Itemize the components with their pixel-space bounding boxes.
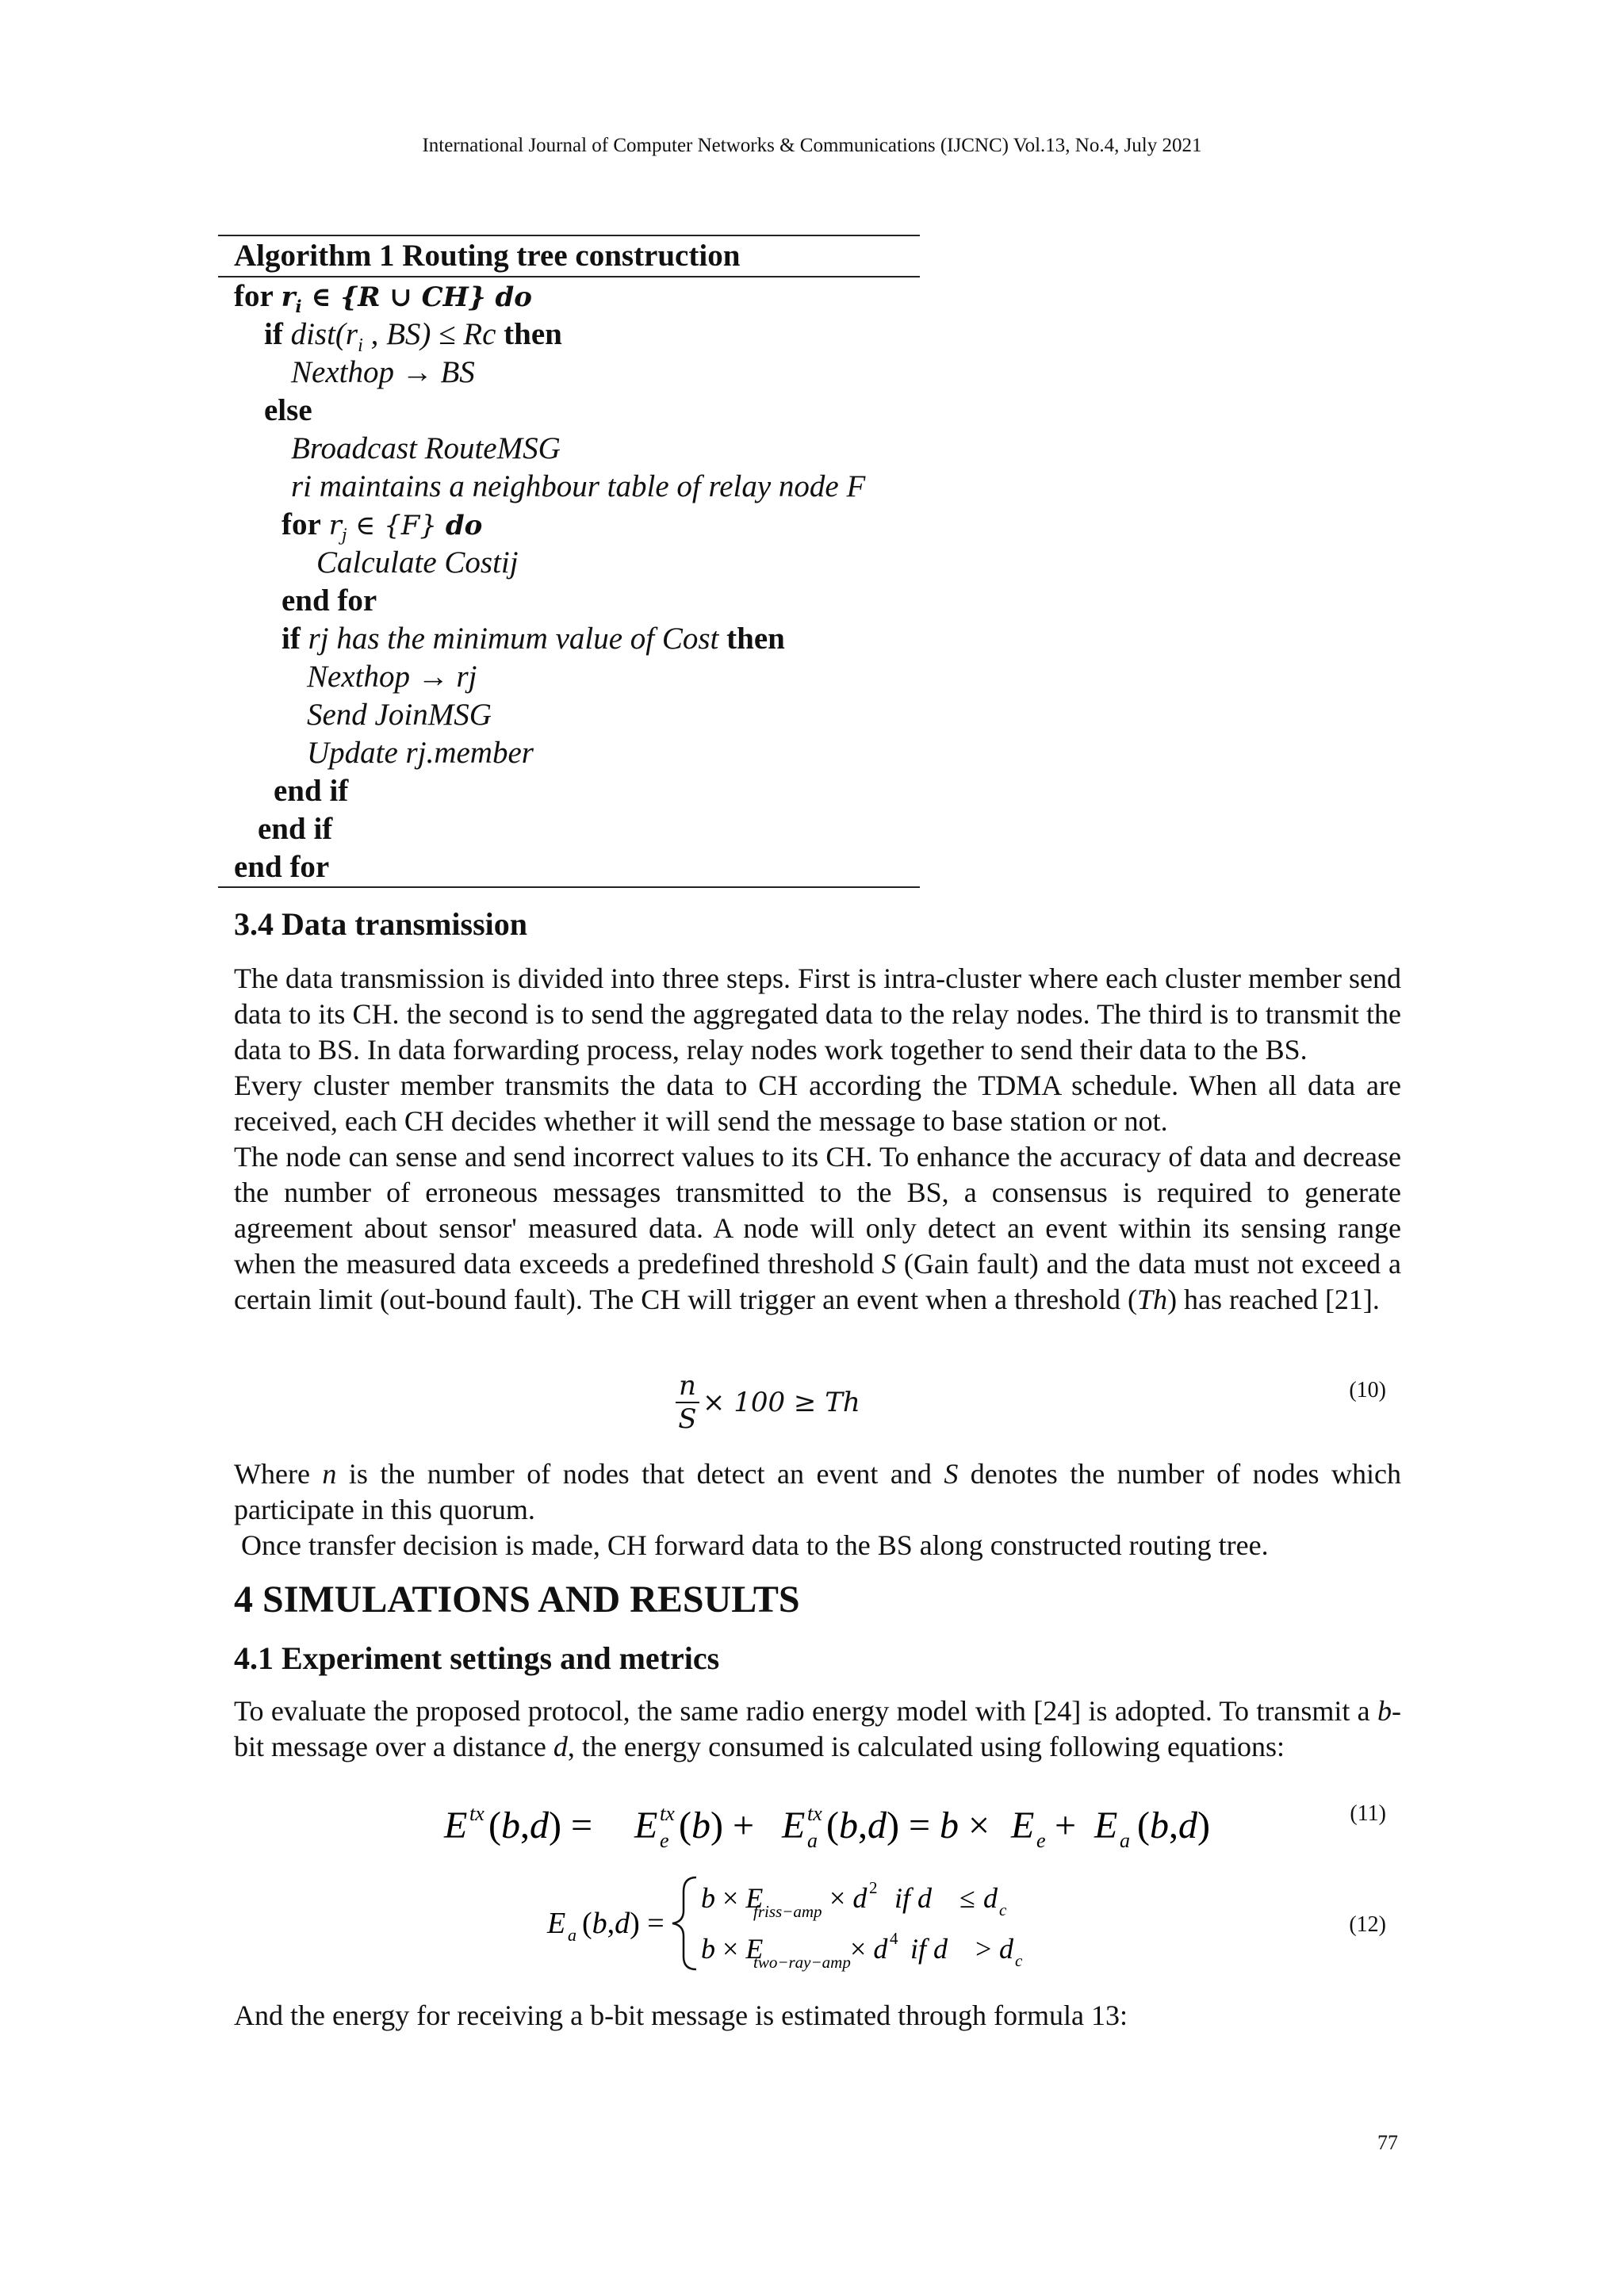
alg-line-11: Nexthop → rj <box>307 660 477 694</box>
section-heading-4: 4 SIMULATIONS AND RESULTS <box>234 1578 800 1621</box>
svg-text:>: > <box>975 1933 992 1965</box>
svg-text:(b) +: (b) + <box>679 1804 755 1846</box>
paragraph: Where n is the number of nodes that detect an event and S denotes the number of nodes which participate in this quorum. <box>234 1458 1402 1525</box>
alg-line-4: else <box>264 393 312 427</box>
alg-line-10: if rj has the minimum value of Cost then <box>282 622 785 656</box>
paragraph: The node can sense and send incorrect values to its CH. To enhance the accuracy of data and decrease the number of erroneous messages transmitted to the BS, a consensus is required to generate agreement about sensor' measured data. A node will only detect an event within its sensing range when the measured data exceeds a predefined threshold S (Gain fault) and the data must not exceed a certain limit (out-bound fault). The CH will trigger an event when a threshold (Th) has reached [21]. <box>234 1141 1401 1315</box>
paragraph: Once transfer decision is made, CH forward data to the BS along constructed routing tree. <box>234 1529 1269 1561</box>
svg-text:E: E <box>634 1804 658 1846</box>
equation-number: (10) <box>1349 1378 1386 1402</box>
alg-line-8: Calculate Costij <box>316 545 519 580</box>
svg-text:tx: tx <box>660 1802 675 1825</box>
alg-line-2: if $dist(r_i$ , BS) ≤ Rc then <box>264 317 562 356</box>
svg-text:if d: if d <box>894 1882 933 1914</box>
svg-text:× d: × d <box>850 1933 888 1965</box>
section-4-1-body-2 <box>234 1998 1401 2034</box>
svg-text:d: d <box>983 1882 998 1914</box>
running-header: International Journal of Computer Networks & Communications (IJCNC) Vol.13, No.4, July 2021 <box>422 135 1202 156</box>
svg-text:4: 4 <box>890 1929 898 1948</box>
algorithm-box <box>218 235 920 888</box>
fraction: $\frac{n}{S}$ <box>676 1370 699 1435</box>
svg-text:× d: × d <box>829 1882 868 1914</box>
svg-text:(b,d) =: (b,d) = <box>582 1907 665 1940</box>
svg-text:e: e <box>1036 1829 1046 1852</box>
svg-text:(b,d): (b,d) <box>1137 1804 1210 1846</box>
paragraph: And the energy for receiving a b-bit message is estimated through formula 13: <box>234 1999 1128 2031</box>
alg-line-7: for $r_j$ ∈ {F} do <box>282 507 483 545</box>
alg-line-13: Update rj.member <box>307 736 534 770</box>
svg-text:b × E: b × E <box>701 1933 764 1965</box>
alg-line-3: Nexthop → BS <box>291 355 475 389</box>
section-3-4-body-2 <box>234 1456 1401 1563</box>
svg-text:tx: tx <box>807 1802 822 1825</box>
svg-text:E: E <box>1094 1804 1118 1846</box>
equation-number: (11) <box>1350 1801 1386 1826</box>
svg-text:tx: tx <box>469 1802 485 1825</box>
alg-line-16: end for <box>234 850 330 884</box>
svg-text:two−ray−amp: two−ray−amp <box>753 1953 851 1972</box>
svg-text:a: a <box>807 1829 818 1852</box>
svg-text:E: E <box>547 1907 566 1940</box>
algorithm-title: Algorithm 1 Routing tree construction <box>218 236 920 277</box>
section-heading-4-1: 4.1 Experiment settings and metrics <box>234 1640 720 1676</box>
svg-text:≤: ≤ <box>959 1882 975 1914</box>
paragraph: Every cluster member transmits the data to CH according the TDMA schedule. When all data are received, each CH decides whether it will send the message to base station or not. <box>234 1070 1401 1137</box>
alg-line-9: end for <box>282 584 377 618</box>
svg-text:c: c <box>999 1900 1007 1919</box>
paragraph: The data transmission is divided into three steps. First is intra-cluster where each cluster member send data to its CH. the second is to send the aggregated data to the relay nodes. The third is to transmit the data to BS. In data forwarding process, relay nodes work together to send their data to the BS. <box>234 962 1401 1066</box>
svg-text:e: e <box>660 1829 669 1852</box>
svg-text:+: + <box>1055 1804 1077 1846</box>
svg-text:a: a <box>568 1925 576 1945</box>
svg-text:c: c <box>1015 1951 1023 1970</box>
alg-line-1: for $r_i$ ∈ {R ∪ CH} do <box>234 279 532 316</box>
alg-line-6: ri maintains a neighbour table of relay node F <box>291 469 866 503</box>
svg-text:if d: if d <box>910 1933 948 1965</box>
svg-text:E: E <box>444 1804 468 1846</box>
section-3-4-body <box>234 961 1401 1318</box>
svg-text:b × E: b × E <box>701 1882 764 1914</box>
svg-text:E: E <box>1011 1804 1035 1846</box>
alg-line-15: end if <box>258 812 333 846</box>
svg-text:friss−amp: friss−amp <box>753 1902 822 1921</box>
section-4-1-body <box>234 1693 1401 1765</box>
page-number: 77 <box>1377 2131 1398 2154</box>
svg-text:(b,d) =: (b,d) = <box>488 1804 593 1846</box>
svg-text:a: a <box>1120 1829 1130 1852</box>
section-heading-3-4: 3.4 Data transmission <box>234 906 528 942</box>
alg-line-14: end if <box>274 774 349 808</box>
paragraph: To evaluate the proposed protocol, the same radio energy model with [24] is adopted. To transmit a b-bit message over a distance d, the energy consumed is calculated using following equations: <box>234 1695 1401 1762</box>
svg-text:d: d <box>999 1933 1013 1965</box>
alg-line-5: Broadcast RouteMSG <box>291 431 561 465</box>
svg-text:2: 2 <box>869 1878 878 1897</box>
alg-line-12: Send JoinMSG <box>307 698 492 732</box>
svg-text:(b,d) = b ×: (b,d) = b × <box>826 1804 990 1846</box>
equation-number: (12) <box>1349 1912 1386 1937</box>
svg-text:E: E <box>782 1804 806 1846</box>
